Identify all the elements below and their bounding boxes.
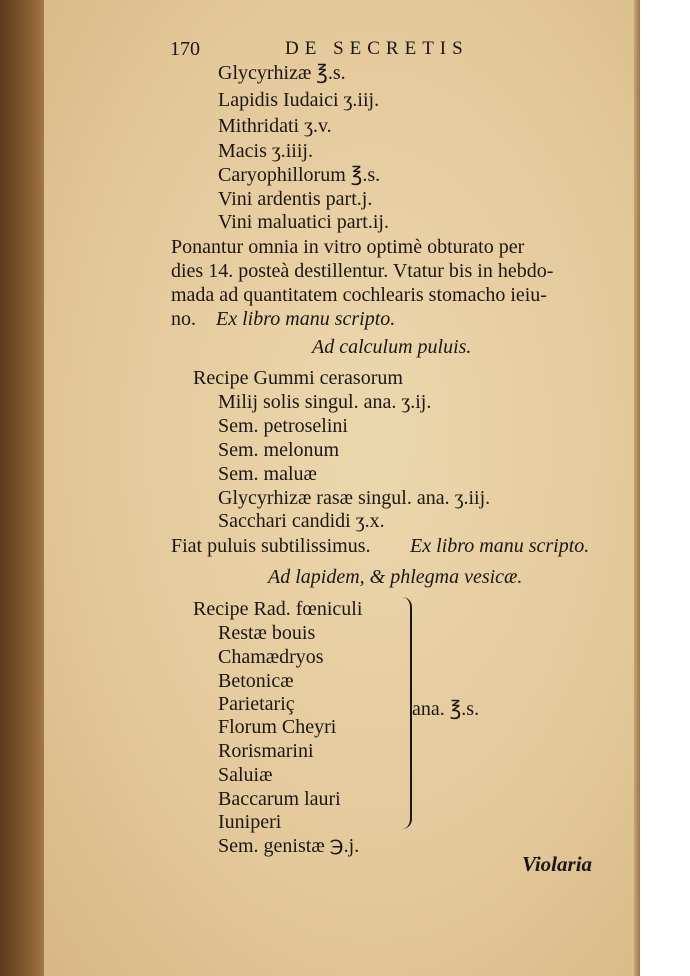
- ingredient-line: Florum Cheyri: [218, 716, 337, 738]
- ingredient-line: Macis ʒ.iiij.: [218, 140, 313, 162]
- page-number: 170: [170, 38, 200, 60]
- bracket-label: ana. ℥.s.: [412, 698, 480, 720]
- ingredient-line: Sem. melonum: [218, 439, 340, 461]
- source-citation: Ex libro manu scripto.: [216, 308, 396, 330]
- ingredient-line: Chamædryos: [218, 646, 324, 668]
- ingredient-line: Glycyrhizæ rasæ singul. ana. ʒ.iij.: [218, 487, 491, 509]
- ingredient-line: Iuniperi: [218, 811, 282, 833]
- body-text-line: Ponantur omnia in vitro optimè obturato per: [171, 236, 525, 258]
- ingredient-line: Lapidis Iudaici ʒ.iij.: [218, 89, 380, 111]
- ingredient-line: Sem. maluæ: [218, 463, 317, 485]
- ingredient-line: Mithridati ʒ.v.: [218, 115, 332, 137]
- source-citation: Ex libro manu scripto.: [410, 535, 590, 557]
- ingredient-line: Baccarum lauri: [218, 788, 341, 810]
- catchword: Violaria: [522, 852, 593, 876]
- ingredient-line: Glycyrhizæ ℥.s.: [218, 62, 346, 84]
- ingredient-line: Betonicæ: [218, 670, 294, 692]
- right-margin: [640, 0, 690, 976]
- body-text-line: no.: [171, 308, 196, 330]
- ingredient-line: Caryophillorum ℥.s.: [218, 164, 381, 186]
- ingredient-line: Rorismarini: [218, 740, 314, 762]
- ingredient-line: Saluiæ: [218, 764, 273, 786]
- recipe-first-line: Recipe Rad. fœniculi: [193, 598, 363, 620]
- recipe-first-line: Recipe Gummi cerasorum: [193, 367, 403, 389]
- ingredient-line: Sem. genistæ ℈.j.: [218, 835, 360, 857]
- section-heading: Ad lapidem, & phlegma vesicæ.: [268, 566, 523, 588]
- running-title: DE SECRETIS: [285, 38, 469, 59]
- section-heading: Ad calculum puluis.: [312, 336, 472, 358]
- body-text-line: Fiat puluis subtilissimus.: [171, 535, 371, 557]
- ingredient-line: Sacchari candidi ʒ.x.: [218, 510, 385, 532]
- ingredient-line: Sem. petroselini: [218, 415, 348, 437]
- ingredient-line: Milij solis singul. ana. ʒ.ij.: [218, 391, 432, 413]
- ingredient-line: Parietariç: [218, 693, 295, 715]
- body-text-line: dies 14. posteà destillentur. Vtatur bis in hebdo-: [171, 260, 554, 282]
- ingredient-line: Vini maluatici part.ij.: [218, 211, 389, 233]
- ingredient-line: Restæ bouis: [218, 622, 316, 644]
- grouping-brace: [400, 597, 412, 829]
- body-text-line: mada ad quantitatem cochlearis stomacho ieiu-: [171, 284, 547, 306]
- ingredient-line: Vini ardentis part.j.: [218, 188, 373, 210]
